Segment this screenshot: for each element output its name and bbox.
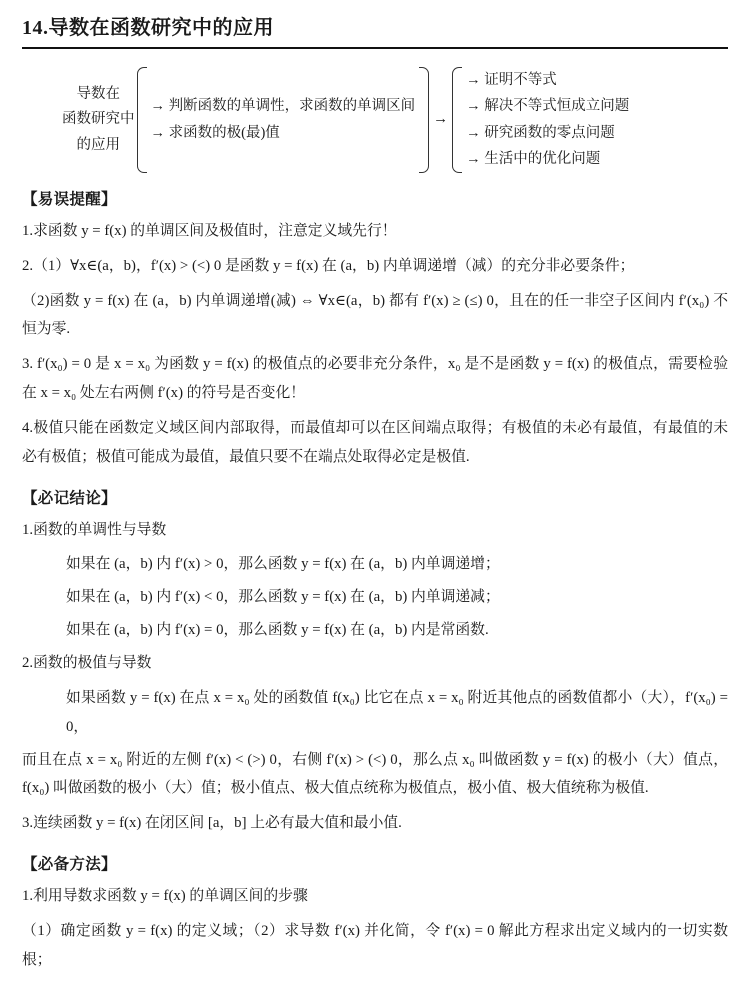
diagram-right-item-1: → 证明不等式	[466, 72, 557, 88]
diagram-middle-group	[151, 93, 416, 146]
conclusions-paragraph-4: 如果在 (a，b) 内 f′(x) = 0，那么函数 y = f(x) 在 (a，b) 内是常函数.	[66, 622, 489, 639]
diagram-left-label	[62, 82, 135, 158]
conclusions-paragraph-2: 如果在 (a，b) 内 f′(x) > 0，那么函数 y = f(x) 在 (a，b) 内单调递增；	[66, 556, 500, 573]
concept-brace-diagram	[22, 67, 728, 173]
mistakes-paragraph-1: 1.求函数 y = f(x) 的单调区间及极值时，注意定义域先行！	[22, 222, 397, 239]
diagram-left-label-line-2: 函数研究中	[62, 111, 135, 128]
methods-paragraph-1: 1.利用导数求函数 y = f(x) 的单调区间的步骤	[22, 888, 308, 905]
diagram-middle-item-1: → 判断函数的单调性，求函数的单调区间	[150, 98, 416, 115]
section-heading-essential-methods: 【必备方法】	[22, 856, 117, 874]
diagram-right-item-3: → 研究函数的零点问题	[466, 124, 615, 141]
diagram-connector-arrow: →	[433, 111, 449, 128]
brace-right-close	[419, 67, 429, 173]
brace-left-open	[137, 67, 147, 173]
conclusions-paragraph-3: 如果在 (a，b) 内 f′(x) < 0，那么函数 y = f(x) 在 (a，b) 内单调递减；	[66, 589, 500, 606]
diagram-middle-item-2: → 求函数的极(最)值	[150, 124, 280, 141]
conclusions-paragraph-7: 而且在点 x = x₀ 附近的左侧 f′(x) < (>) 0，右侧 f′(x) > (<) 0，那么点 x₀ 叫做函数 y = f(x) 的极小（大）值点，f(x₀) 叫做函数的极小（大）值；极小值点、极大值点统称为极值点，极小值、极大值统称为极值.	[22, 751, 728, 797]
section-heading-key-conclusions: 【必记结论】	[22, 489, 117, 507]
conclusions-paragraph-6: 如果函数 y = f(x) 在点 x = x₀ 处的函数值 f(x₀) 比它在点 x = x₀ 附近其他点的函数值都小（大），f′(x₀) = 0，	[66, 689, 728, 735]
diagram-left-label-line-1: 导数在	[76, 85, 120, 102]
mistakes-paragraph-4: 3. f′(x₀) = 0 是 x = x₀ 为函数 y = f(x) 的极值点的必要非充分条件，x₀ 是不是函数 y = f(x) 的极值点，需要检验在 x = x₀ 处左右两侧 f′(x) 的符号是否变化！	[22, 356, 728, 402]
conclusions-paragraph-1: 1.函数的单调性与导数	[22, 521, 167, 538]
conclusions-paragraph-5: 2.函数的极值与导数	[22, 655, 152, 671]
brace-left-open-2	[452, 67, 462, 173]
page-title: 14.导数在函数研究中的应用	[22, 14, 728, 49]
diagram-right-item-2: → 解决不等式恒成立问题	[466, 98, 630, 115]
mistakes-paragraph-3: （2)函数 y = f(x) 在 (a，b) 内单调递增(减) ⇔ ∀x∈(a，b) 都有 f′(x) ≥ (≤) 0，且在的任一非空子区间内 f′(x₀) 不恒为零.	[22, 292, 728, 338]
conclusions-paragraph-8: 3.连续函数 y = f(x) 在闭区间 [a，b] 上必有最大值和最小值.	[22, 815, 402, 832]
diagram-right-item-4: → 生活中的优化问题	[466, 151, 601, 168]
mistakes-paragraph-5: 4.极值只能在函数定义域区间内部取得，而最值却可以在区间端点取得；有极值的未必有最值，有最值的未必有极值；极值可能成为最值，最值只要不在端点处取得必定是极值.	[22, 419, 728, 465]
section-heading-common-mistakes: 【易误提醒】	[22, 190, 117, 208]
diagram-right-group	[466, 67, 629, 173]
methods-paragraph-2: （1）确定函数 y = f(x) 的定义域；（2）求导数 f′(x) 并化简，令 f′(x) = 0 解此方程求出定义域内的一切实数根；	[22, 922, 728, 968]
mistakes-paragraph-2: 2.（1）∀x∈(a，b)，f′(x) > (<) 0 是函数 y = f(x) 在 (a，b) 内单调递增（减）的充分非必要条件；	[22, 257, 635, 274]
diagram-left-label-line-3: 的应用	[76, 136, 120, 153]
